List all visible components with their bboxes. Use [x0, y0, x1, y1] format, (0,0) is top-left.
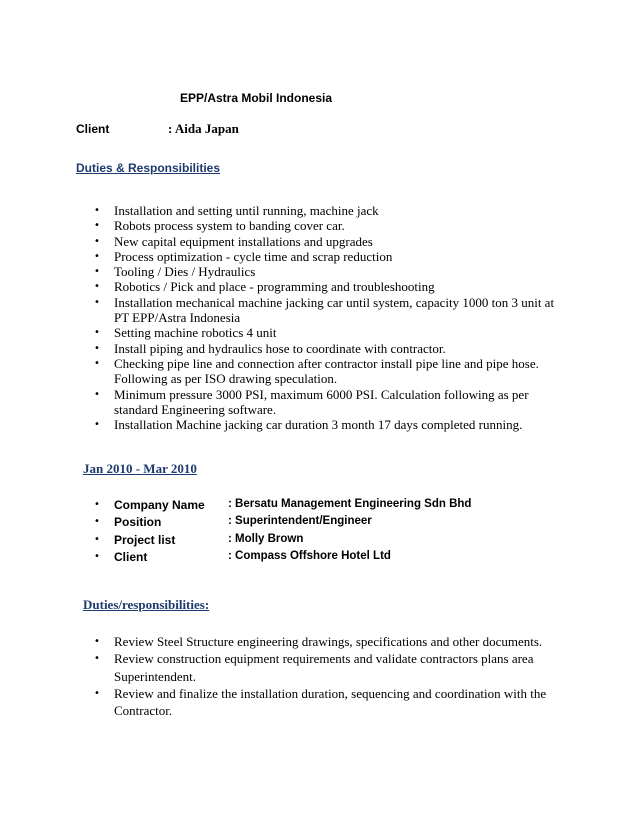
list-item: • Installation and setting until running, machine jack: [94, 203, 379, 218]
list-item: • Robots process system to banding cover car.: [94, 218, 345, 234]
detail-label: Client: [114, 550, 148, 564]
list-item: • Minimum pressure 3000 PSI, maximum 6000 PSI. Calculation following as per standard Engineering software.: [94, 386, 529, 417]
detail-label: Project list: [114, 533, 176, 547]
bullet-icon: •: [94, 342, 100, 354]
bullet-icon: •: [94, 250, 100, 262]
detail-row-project: [90, 533, 304, 550]
bullet-icon: •: [94, 687, 100, 699]
client-value: : Aida Japan: [168, 121, 239, 136]
bullet-icon: •: [94, 357, 100, 369]
bullet-icon: •: [94, 636, 100, 647]
detail-row-company: [90, 498, 472, 515]
list-item: • Robotics / Pick and place - programming and troubleshooting: [94, 279, 435, 295]
detail-row-position: [90, 515, 372, 533]
bullet-icon: •: [94, 534, 100, 545]
bullet-icon: •: [94, 296, 100, 308]
list-item: • Tooling / Dies / Hydraulics: [94, 264, 256, 280]
list-item: • Review construction equipment requirements and validate contractors plans area Superintendent.: [94, 651, 534, 684]
bullet-icon: •: [94, 499, 100, 510]
list-item: • Process optimization - cycle time and scrap reduction: [94, 248, 393, 264]
list-item: • New capital equipment installations and upgrades: [94, 233, 373, 249]
list-item: • Review and finalize the installation duration, sequencing and coordination with the Contractor.: [94, 685, 547, 719]
bullet-icon: •: [94, 653, 100, 665]
detail-row-client: [90, 550, 391, 567]
responsibilities-heading: Duties/responsibilities:: [83, 597, 210, 612]
duties-list: [90, 203, 570, 432]
bullet-icon: •: [94, 388, 100, 400]
bullet-icon: •: [94, 266, 100, 278]
list-item: • Setting machine robotics 4 unit: [94, 325, 277, 341]
bullet-icon: •: [94, 551, 100, 562]
detail-value: : Molly Brown: [228, 533, 304, 545]
bullet-icon: •: [94, 220, 100, 232]
detail-label: Position: [114, 515, 162, 529]
employment-details: [90, 498, 472, 567]
employment-period: Jan 2010 - Mar 2010: [83, 461, 197, 476]
duties-heading: Duties & Responsibilities: [76, 161, 221, 175]
responsibilities-list: [90, 633, 570, 719]
detail-value: : Superintendent/Engineer: [228, 515, 372, 527]
company-title: EPP/Astra Mobil Indonesia: [180, 91, 333, 105]
list-item: • Install piping and hydraulics hose to coordinate with contractor.: [94, 340, 446, 356]
detail-value: : Bersatu Management Engineering Sdn Bhd: [228, 498, 472, 510]
list-item: • Installation mechanical machine jacking car until system, capacity 1000 ton 3 unit at PT EPP/Astra Indonesia: [94, 294, 555, 326]
bullet-icon: •: [94, 205, 100, 216]
client-label: Client: [76, 122, 110, 136]
detail-label: Company Name: [114, 498, 205, 512]
bullet-icon: •: [94, 516, 100, 527]
list-item: • Installation Machine jacking car duration 3 month 17 days completed running.: [94, 417, 523, 433]
list-item: • Checking pipe line and connection after contractor install pipe line and pipe hose. Following as per ISO drawing speculation.: [94, 355, 539, 387]
bullet-icon: •: [94, 281, 100, 293]
bullet-icon: •: [94, 327, 100, 339]
detail-value: : Compass Offshore Hotel Ltd: [228, 550, 391, 562]
bullet-icon: •: [94, 235, 100, 247]
list-item: • Review Steel Structure engineering drawings, specifications and other documents.: [94, 634, 543, 649]
bullet-icon: •: [94, 419, 100, 431]
